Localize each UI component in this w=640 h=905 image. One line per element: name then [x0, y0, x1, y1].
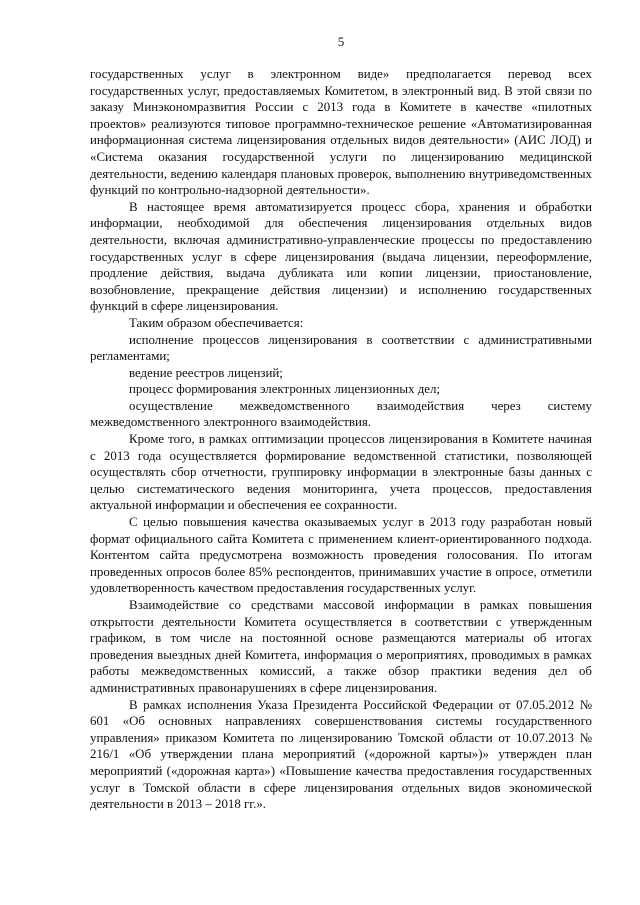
paragraph-presidential-decree: В рамках исполнения Указа Президента Российской Федерации от 07.05.2012 № 601 «Об основных направлениях совершенствования системы государственного управления» приказом Комитета по лицензированию Томской области от 10.07.2013 № 216/1 «Об утверждении плана мероприятий («дорожной карты»)» утвержден план мероприятий («дорожная карта») «Повышение качества предоставления государственных услуг в Томской области в сфере лицензирования отдельных видов экономической деятельности в 2013 – 2018 гг.». — [90, 697, 592, 812]
paragraph-website-format: С целью повышения качества оказываемых услуг в 2013 году разработан новый формат официального сайта Комитета с применением клиент-ориентированного подхода. Контентом сайта предусмотрена возможность проведения голосования. По итогам проведенных опросов более 85% респондентов, принимавших участие в опросе, отметили удовлетворенность качеством предоставления государственных услуг. — [90, 515, 592, 596]
list-item-electronic-files: процесс формирования электронных лицензионных дел; — [129, 382, 441, 397]
paragraph-ensured-intro: Таким образом обеспечивается: — [129, 315, 304, 330]
page-number: 5 — [337, 34, 345, 49]
paragraph-media-interaction: Взаимодействие со средствами массовой информации в рамках повышения открытости деятельности Комитета осуществляется в соответствии с утвержденным графиком, в том числе на постоянной основе размещаются материалы об итогах проведения выездных дней Комитета, информация о мероприятиях, проводимых в рамках работы межведомственных комиссий, а также обзор практики ведения дел об административных правонарушениях в сфере лицензирования. — [90, 598, 592, 695]
paragraph-egov-transition: государственных услуг в электронном виде» предполагается перевод всех государственных услуг, предоставляемых Комитетом, в электронный вид. В этой связи по заказу Минэкономразвития России с 2013 года в Комитете в качестве «пилотных проектов» реализуются типовое программно-техническое решение «Автоматизированная информационная система лицензирования отдельных видов деятельности» (АИС ЛОД) и «Система оказания государственной услуги по лицензированию медицинской деятельности, ведению календаря плановых проверок, выполнению внутриведомственных функций по контрольно-надзорной деятельности». — [90, 67, 592, 198]
paragraph-departmental-statistics: Кроме того, в рамках оптимизации процессов лицензирования в Комитете начиная с 2013 года осуществляется формирование ведомственной статистики, позволяющей осуществлять сбор отчетности, группировку информации в электронные базы данных с целью систематического ведения мониторинга, учета процессов, предоставления актуальной информации и обеспечения ее сохранности. — [90, 432, 592, 513]
list-item-licensing-processes: исполнение процессов лицензирования в соответствии с административными регламентами; — [90, 332, 592, 364]
paragraph-automation-process: В настоящее время автоматизируется процесс сбора, хранения и обработки информации, необходимой для обеспечения лицензирования отдельных видов деятельности, включая административно-управленческие процессы по предоставлению государственных услуг в сфере лицензирования (выдача лицензии, переоформление, продление действия, выдача дубликата или копии лицензии, приостановление, возобновление, прекращение действия лицензии) и исполнению государственных функций в сфере лицензирования. — [90, 199, 592, 314]
list-item-license-registers: ведение реестров лицензий; — [129, 365, 283, 380]
list-item-interagency-interaction: осуществление межведомственного взаимодействия через систему межведомственного электронного взаимодействия. — [90, 398, 592, 430]
